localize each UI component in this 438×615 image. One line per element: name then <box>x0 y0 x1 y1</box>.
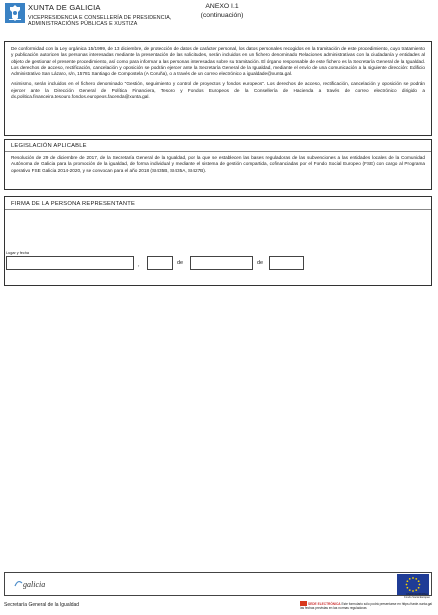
legislation-box <box>4 139 432 190</box>
eu-caption-line-2: Fondo Social Europeo <box>404 596 430 599</box>
divider <box>5 151 431 152</box>
secretariat-name: Secretaría General de la Igualdad <box>4 602 80 608</box>
eu-star <box>419 584 421 586</box>
month-field[interactable] <box>190 256 253 270</box>
eu-star <box>406 584 408 586</box>
department-name <box>28 15 171 28</box>
legislation-text: Resolución de 29 de diciembre de 2017, de la Secretaría General de la Igualdad, por la que se establecen las bases reguladoras de las subvenciones a las entidades locales de la Comunidad Autónoma de Galicia para la promoción de la igualdad, de forma individual y mediante el sistema de gestión compartida, cofinanciadas por el Fondo Social Europeo (FSE) con cargo al Programa operativo FSE Galicia 2014-2020, y se convocan para el año 2018 (SI435B, SI435A, SI427B). <box>11 155 425 173</box>
data-protection-paragraph-1: De conformidad con la Ley orgánica 15/1999, de 13 diciembre, de protección de datos de carácter personal, los datos personales recogidos en la tramitación de este procedimiento, cuyo tratamiento y publicación autoricen las personas interesadas mediante la presentación de las solicitudes, serán incluidos en un fichero denominado Relaciones administrativas con la ciudadanía y entidades al objeto de gestionar el presente procedimiento, así como para informar a las personas interesadas sobre su tramitación. El órgano responsable de este fichero es la Secretaría General de la Igualdad. Los derechos de acceso, rectificación, cancelación y oposición se podrán ejercer ante la Secretaría General de la Igualdad, mediante el envío de una comunicación a la siguiente dirección: Edificio Administrativo San Lázaro, s/n, 15781 Santiago de Compostela (A Coruña), o a través de un correo electrónico a igualdade@xunta.gal. <box>11 46 425 77</box>
signature-box <box>4 196 432 286</box>
data-protection-box <box>4 41 432 136</box>
eu-star <box>418 587 420 589</box>
eu-flag-icon <box>397 574 429 595</box>
data-protection-paragraph-2: Asimismo, serán incluidos en el fichero denominado "Gestión, seguimiento y control de proyectos y fondos europeos". Los derechos de acceso, rectificación, cancelación y oposición se podrán ejercer ante la Dirección General de Política Financiera, Tesoro y Fondos Europeos de la Consellería de Hacienda a través de correo electrónico dirigido a dx.politica.financeira.tesouro.fondos.europeos.facenda@xunta.gal. <box>11 81 425 100</box>
eu-star <box>412 577 414 579</box>
org-name: XUNTA DE GALICIA <box>28 3 101 12</box>
annex-heading <box>194 3 250 20</box>
eu-caption-line-1: UNIÓN EUROPEA <box>406 593 428 596</box>
galicia-logo-text: galicia <box>23 580 46 589</box>
legislation-title: LEGISLACIÓN APLICABLE <box>11 143 87 149</box>
sede-notice <box>300 601 434 610</box>
place-field[interactable] <box>6 256 134 270</box>
day-field[interactable] <box>147 256 173 270</box>
department-line-2: ADMINISTRACIÓNS PÚBLICAS E XUSTIZA <box>28 21 138 28</box>
annex-continuation: (continuación) <box>200 11 244 19</box>
eu-star <box>415 578 417 580</box>
eu-caption <box>400 593 434 599</box>
comma-separator: , <box>138 262 140 268</box>
signature-title: FIRMA DE LA PERSONA REPRESENTANTE <box>11 201 136 207</box>
document-header <box>4 2 434 40</box>
eu-star <box>412 590 414 592</box>
footer-bar <box>4 572 432 596</box>
sede-text: Este formulario sólo podrá presentarse en https://sede.xunta.gal las fechas previstas en las normas reguladoras <box>300 602 433 611</box>
de-separator-2: de <box>257 260 264 266</box>
place-date-label: Lugar y fecha <box>6 251 30 255</box>
eu-star <box>406 580 408 582</box>
annex-number: ANEXO I.1 <box>205 3 239 10</box>
department-line-1: VICEPRESIDENCIA E CONSELLERÍA DE PRESIDENCIA, <box>28 15 172 21</box>
eu-star <box>415 589 417 591</box>
galicia-coat-of-arms-icon <box>4 2 26 24</box>
de-separator-1: de <box>177 260 184 266</box>
eu-star <box>406 587 408 589</box>
eu-star <box>409 589 411 591</box>
galicia-logo <box>13 577 53 591</box>
sede-link[interactable]: SEDE ELECTRÓNICA <box>308 602 341 606</box>
eu-star <box>409 578 411 580</box>
divider <box>5 209 431 210</box>
year-field[interactable] <box>269 256 304 270</box>
eu-star <box>418 580 420 582</box>
